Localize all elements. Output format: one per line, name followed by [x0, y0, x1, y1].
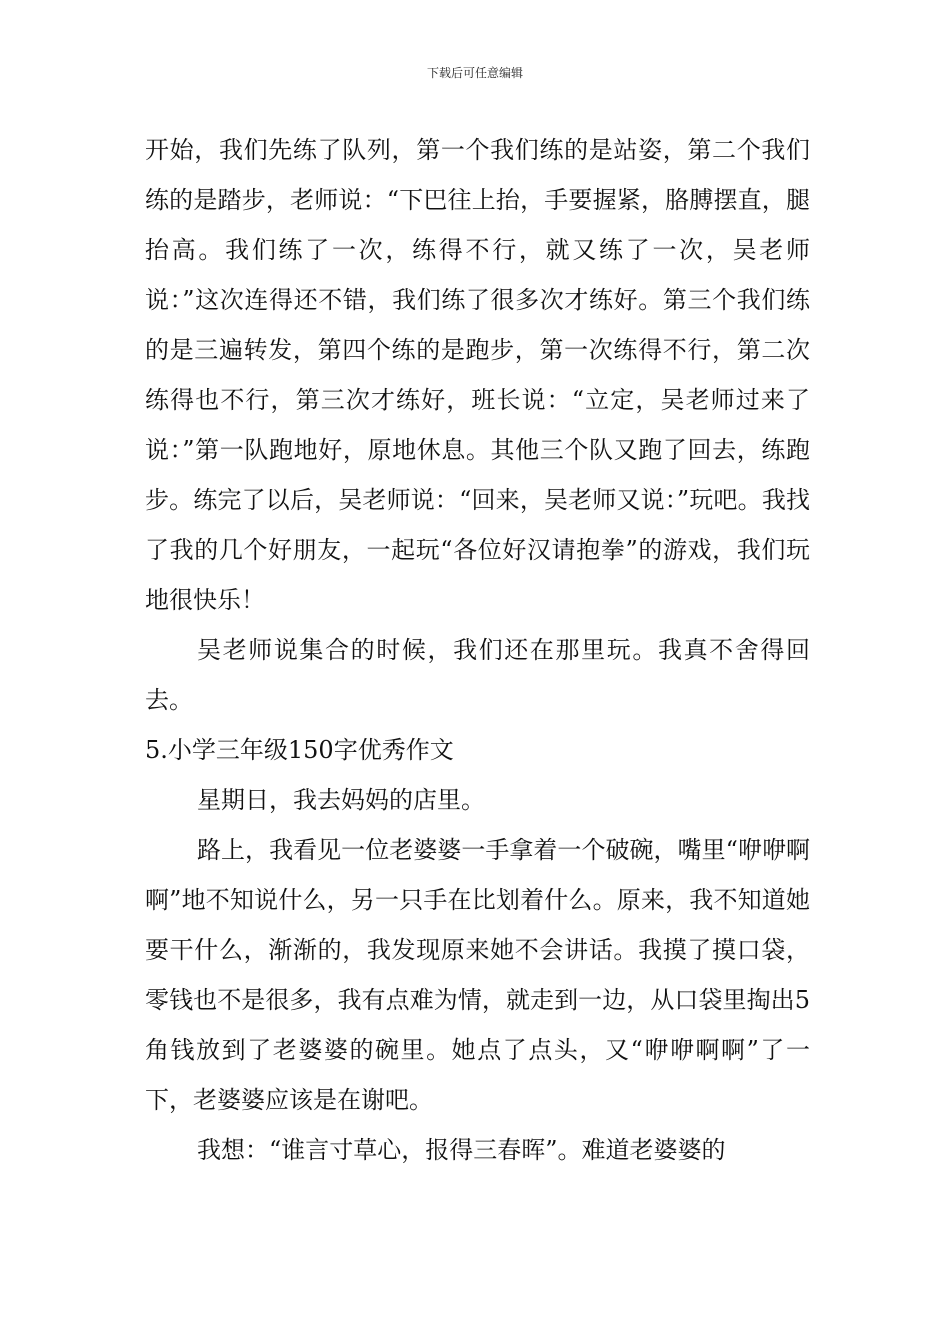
- section-heading: 5.小学三年级150字优秀作文: [145, 736, 454, 764]
- paragraph-thought: 我想：“谁言寸草心，报得三春晖”。难道老婆婆的: [197, 1136, 726, 1164]
- paragraph-gather: 吴老师说集合的时候，我们还在那里玩。我真不舍得回去。: [145, 636, 810, 714]
- page-header: 下载后可任意编辑: [426, 66, 523, 80]
- document-body: [145, 125, 810, 1175]
- paragraph-practice: 开始，我们先练了队列，第一个我们练的是站姿，第二个我们练的是踏步，老师说：“下巴往上抬，手要握紧，胳膊摆直，腿抬高。我们练了一次，练得不行，就又练了一次，吴老师说：”这次连得还不错，我们练了很多次才练好。第三个我们练的是三遍转发，第四个练的是跑步，第一次练得不行，第二次练得也不行，第三次才练好，班长说：“立定，吴老师过来了说：”第一队跑地好，原地休息。其他三个队又跑了回去，练跑步。练完了以后，吴老师说：“回来，吴老师又说：”玩吧。我找了我的几个好朋友，一起玩“各位好汉请抱拳”的游戏，我们玩地很快乐！: [145, 136, 810, 614]
- paragraph-old-woman: 路上，我看见一位老婆婆一手拿着一个破碗，嘴里“咿咿啊啊”地不知说什么，另一只手在比划着什么。原来，我不知道她要干什么，渐渐的，我发现原来她不会讲话。我摸了摸口袋，零钱也不是很多，我有点难为情，就走到一边，从口袋里掏出5角钱放到了老婆婆的碗里。她点了点头，又“咿咿啊啊”了一下，老婆婆应该是在谢吧。: [145, 836, 810, 1114]
- paragraph-sunday: 星期日，我去妈妈的店里。: [197, 786, 485, 814]
